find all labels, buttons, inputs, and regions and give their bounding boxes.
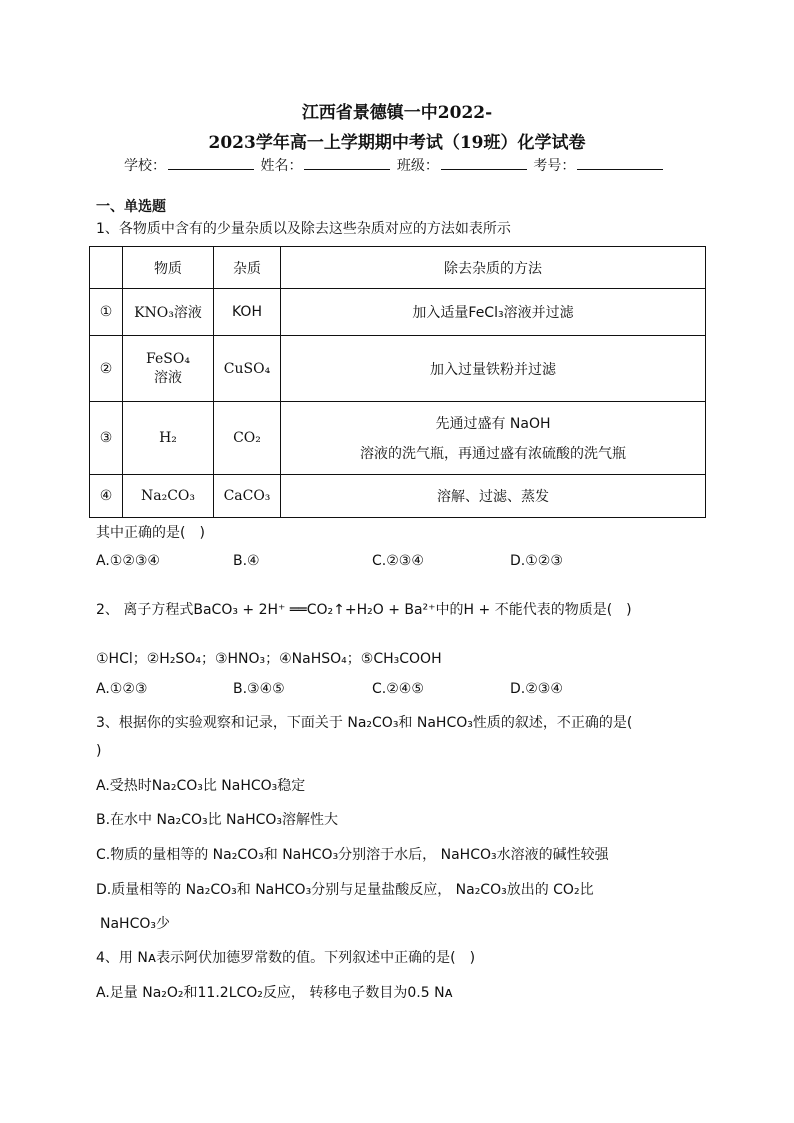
- q2-option-a[interactable]: A.①②③: [96, 681, 148, 697]
- q1-option-d[interactable]: D.①②③: [510, 553, 563, 569]
- row-substance-line1: FeSO₄: [146, 350, 190, 367]
- row-impurity: KOH: [214, 289, 281, 336]
- q4-stem: 4、用 Nᴀ表示阿伏加德罗常数的值。下列叙述中正确的是( ): [96, 950, 476, 966]
- row-method-line2: 溶液的洗气瓶，再通过盛有浓硫酸的洗气瓶: [360, 446, 626, 462]
- table-row: [90, 336, 706, 402]
- table-header-row: [90, 247, 706, 289]
- table-row: [90, 402, 706, 475]
- exam-title-line1: 江西省景德镇一中2022-: [301, 103, 493, 123]
- q3-stem: 3、根据你的实验观察和记录，下面关于 Na₂CO₃和 NaHCO₃性质的叙述，不正确的是(: [96, 715, 633, 731]
- row-method: 加入适量FeCl₃溶液并过滤: [281, 289, 706, 336]
- q4-option-a[interactable]: A.足量 Na₂O₂和11.2LCO₂反应， 转移电子数目为0.5 Nᴀ: [96, 985, 453, 1001]
- q3-option-a[interactable]: A.受热时Na₂CO₃比 NaHCO₃稳定: [96, 778, 306, 794]
- exam-title-line2: 2023学年高一上学期期中考试（19班）化学试卷: [208, 133, 586, 153]
- q2-option-d[interactable]: D.②③④: [510, 681, 563, 697]
- row-num: ①: [90, 289, 123, 336]
- table-header-num: [90, 247, 123, 289]
- q3-stem-cont: ): [96, 743, 102, 759]
- impurity-table: [89, 246, 706, 518]
- name-label: 姓名：: [260, 158, 303, 174]
- section-title: 一、单选题: [96, 199, 166, 215]
- row-impurity: CO₂: [214, 402, 281, 475]
- q2-option-c[interactable]: C.②④⑤: [372, 681, 424, 697]
- q2-option-b[interactable]: B.③④⑤: [233, 681, 285, 697]
- q1-option-b[interactable]: B.④: [233, 553, 260, 569]
- row-substance: H₂: [123, 402, 214, 475]
- row-method: 溶解、过滤、蒸发: [281, 475, 706, 518]
- q3-option-d[interactable]: D.质量相等的 Na₂CO₃和 NaHCO₃分别与足量盐酸反应， Na₂CO₃放出的 CO₂比: [96, 882, 594, 898]
- q1-option-a[interactable]: A.①②③④: [96, 553, 160, 569]
- row-impurity: CuSO₄: [214, 336, 281, 402]
- id-blank[interactable]: [577, 157, 663, 170]
- id-label: 考号：: [533, 158, 576, 174]
- row-method: 加入过量铁粉并过滤: [281, 336, 706, 402]
- table-header-method: 除去杂质的方法: [281, 247, 706, 289]
- q3-option-d-cont: NaHCO₃少: [100, 916, 170, 932]
- table-row: [90, 289, 706, 336]
- student-info-row: [124, 155, 665, 175]
- row-substance: KNO₃溶液: [123, 289, 214, 336]
- row-num: ③: [90, 402, 123, 475]
- row-substance: [123, 336, 214, 402]
- row-substance: Na₂CO₃: [123, 475, 214, 518]
- school-label: 学校：: [124, 158, 166, 174]
- q1-option-c[interactable]: C.②③④: [372, 553, 424, 569]
- row-impurity: CaCO₃: [214, 475, 281, 518]
- row-num: ②: [90, 336, 123, 402]
- q3-option-b[interactable]: B.在水中 Na₂CO₃比 NaHCO₃溶解性大: [96, 812, 339, 828]
- q2-stem: 2、 离子方程式BaCO₃ + 2H⁺ ══CO₂↑+H₂O + Ba²⁺中的H + 不能代表的物质是( ): [96, 602, 632, 618]
- q2-substances: ①HCl；②H₂SO₄；③HNO₃；④NaHSO₄；⑤CH₃COOH: [96, 651, 442, 667]
- q1-stem: 1、各物质中含有的少量杂质以及除去这些杂质对应的方法如表所示: [96, 221, 511, 237]
- table-header-impurity: 杂质: [214, 247, 281, 289]
- class-blank[interactable]: [441, 157, 527, 170]
- name-blank[interactable]: [304, 157, 390, 170]
- row-substance-line2: 溶液: [154, 369, 182, 386]
- row-method-line1: 先通过盛有 NaOH: [435, 416, 551, 432]
- table-header-substance: 物质: [123, 247, 214, 289]
- class-label: 班级：: [396, 158, 439, 174]
- row-method: [281, 402, 706, 475]
- q1-after: 其中正确的是( ): [96, 525, 205, 541]
- table-row: [90, 475, 706, 518]
- q3-option-c[interactable]: C.物质的量相等的 Na₂CO₃和 NaHCO₃分别溶于水后， NaHCO₃水溶液的碱性较强: [96, 847, 609, 863]
- row-num: ④: [90, 475, 123, 518]
- school-blank[interactable]: [168, 157, 254, 170]
